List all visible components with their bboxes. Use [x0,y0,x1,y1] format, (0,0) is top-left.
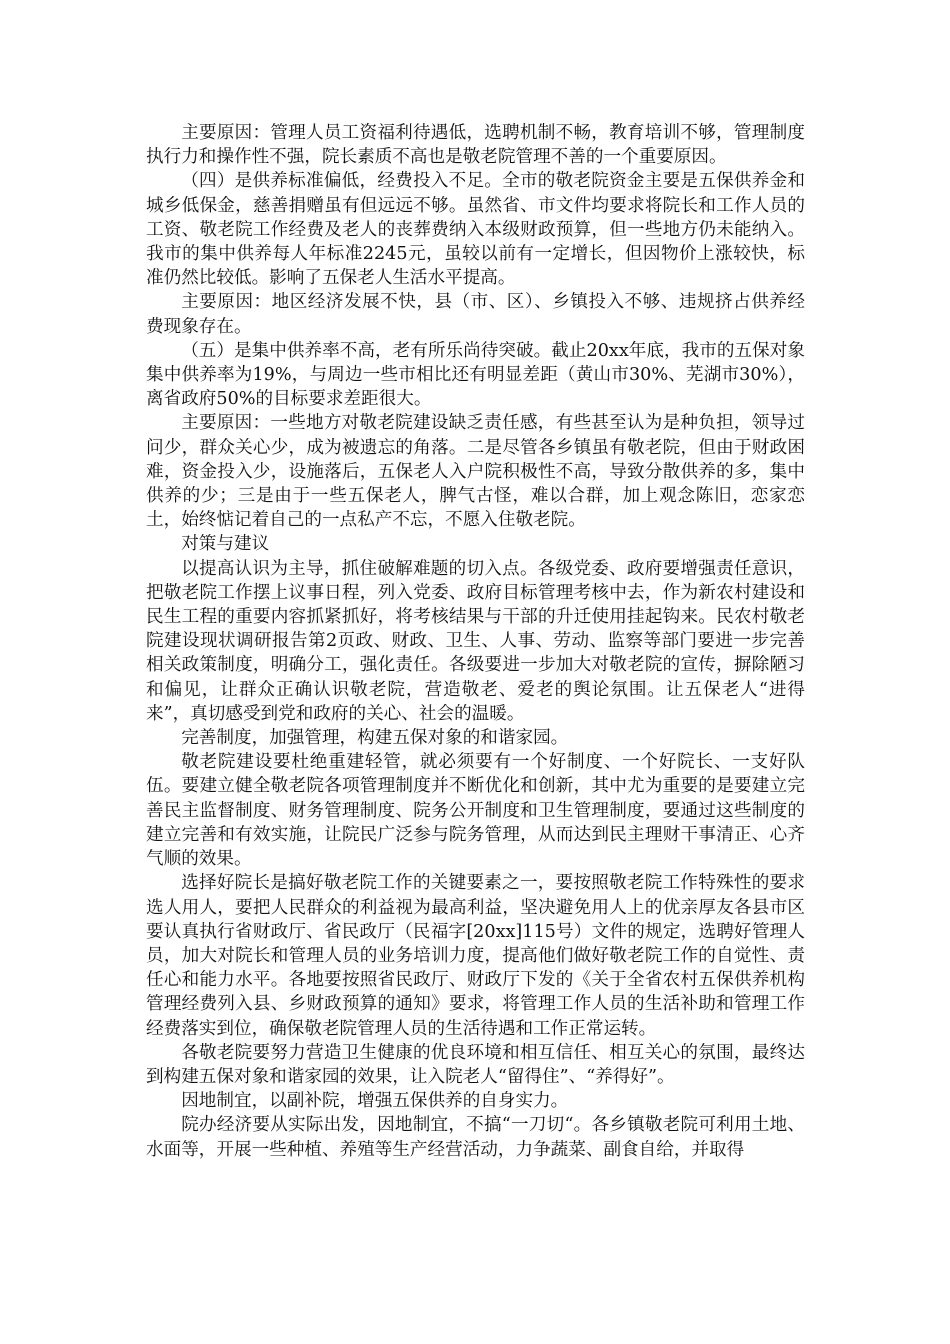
paragraph-reason-responsibility: 主要原因：一些地方对敬老院建设缺乏责任感，有些甚至认为是种负担，领导过问少，群众关心少，成为被遗忘的角落。二是尽管各乡镇虽有敬老院，但由于财政困难，资金投入少，设施落后，五保老人入户院积极性不高，导致分散供养的多，集中供养的少；三是由于一些五保老人，脾气古怪，难以合群，加上观念陈旧，恋家恋土，始终惦记着自己的一点私产不忘，不愿入住敬老院。 [146,413,805,531]
paragraph-subheading-system: 完善制度，加强管理，构建五保对象的和谐家园。 [181,728,569,749]
heading-countermeasures: 对策与建议 [181,534,270,555]
paragraph-director-selection: 选择好院长是搞好敬老院工作的关键要素之一，要按照敬老院工作特殊性的要求选人用人，要把人民群众的利益视为最高利益，坚决避免用人上的优亲厚友各县市区要认真执行省财政厅、省民政厅（民福字[20xx]115号）文件的规定，选聘好管理人员，加大对院长和管理人员的业务培训力度，提高他们做好敬老院工作的自觉性、责任心和能力水平。各地要按照省民政厅、财政厅下发的《关于全省农村五保供养机构管理经费列入县、乡财政预算的通知》要求，将管理工作人员的生活补助和管理工作经费落实到位，确保敬老院管理人员的生活待遇和工作正常运转。 [146,873,805,1039]
paragraph-environment: 各敬老院要努力营造卫生健康的优良环境和相互信任、相互关心的氛围，最终达到构建五保对象和谐家园的效果，让入院老人“留得住”、“养得好”。 [146,1042,805,1087]
paragraph-reason-management: 主要原因：管理人员工资福利待遇低，选聘机制不畅，教育培训不够，管理制度执行力和操作性不强，院长素质不高也是敬老院管理不善的一个重要原因。 [146,123,805,168]
paragraph-section-4-funding: （四）是供养标准偏低，经费投入不足。全市的敬老院资金主要是五保供养金和城乡低保金，慈善捐赠虽有但远远不够。虽然省、市文件均要求将院长和工作人员的工资、敬老院工作经费及老人的丧葬费纳入本级财政预算，但一些地方仍未能纳入。我市的集中供养每人年标准2245元，虽较以前有一定增长，但因物价上涨较快，标准仍然比较低。影响了五保老人生活水平提高。 [146,171,805,289]
paragraph-system-building: 敬老院建设要杜绝重建轻管，就必须要有一个好制度、一个好院长、一支好队伍。要建立健全敬老院各项管理制度并不断优化和创新，其中尤为重要的是要建立完善民主监督制度、财务管理制度、院务公开制度和卫生管理制度，要通过这些制度的建立完善和有效实施，让院民广泛参与院务管理，从而达到民主理财干事清正、心齐气顺的效果。 [146,752,805,870]
paragraph-reason-economy: 主要原因：地区经济发展不快，县（市、区）、乡镇投入不够、违规挤占供养经费现象存在。 [146,292,805,337]
paragraph-section-5-concentration: （五）是集中供养率不高，老有所乐尚待突破。截止20xx年底，我市的五保对象集中供养率为19%，与周边一些市相比还有明显差距（黄山市30%、芜湖市30%），离省政府50%的目标要求差距很大。 [146,340,805,410]
paragraph-subheading-local: 因地制宜，以副补院，增强五保供养的自身实力。 [181,1091,569,1112]
paragraph-economy-practice: 院办经济要从实际出发，因地制宜，不搞“一刀切“。各乡镇敬老院可利用土地、水面等，开展一些种植、养殖等生产经营活动，力争蔬菜、副食自给，并取得 [146,1115,805,1160]
document-page [146,121,805,1162]
paragraph-awareness: 以提高认识为主导，抓住破解难题的切入点。各级党委、政府要增强责任意识，把敬老院工作摆上议事日程，列入党委、政府目标管理考核中去，作为新农村建设和民生工程的重要内容抓紧抓好，将考核结果与干部的升迁使用挂起钩来。民农村敬老院建设现状调研报告第2页政、财政、卫生、人事、劳动、监察等部门要进一步完善相关政策制度，明确分工，强化责任。各级要进一步加大对敬老院的宣传，摒除陋习和偏见，让群众正确认识敬老院，营造敬老、爱老的舆论氛围。让五保老人“进得来”，真切感受到党和政府的关心、社会的温暖。 [146,558,805,724]
